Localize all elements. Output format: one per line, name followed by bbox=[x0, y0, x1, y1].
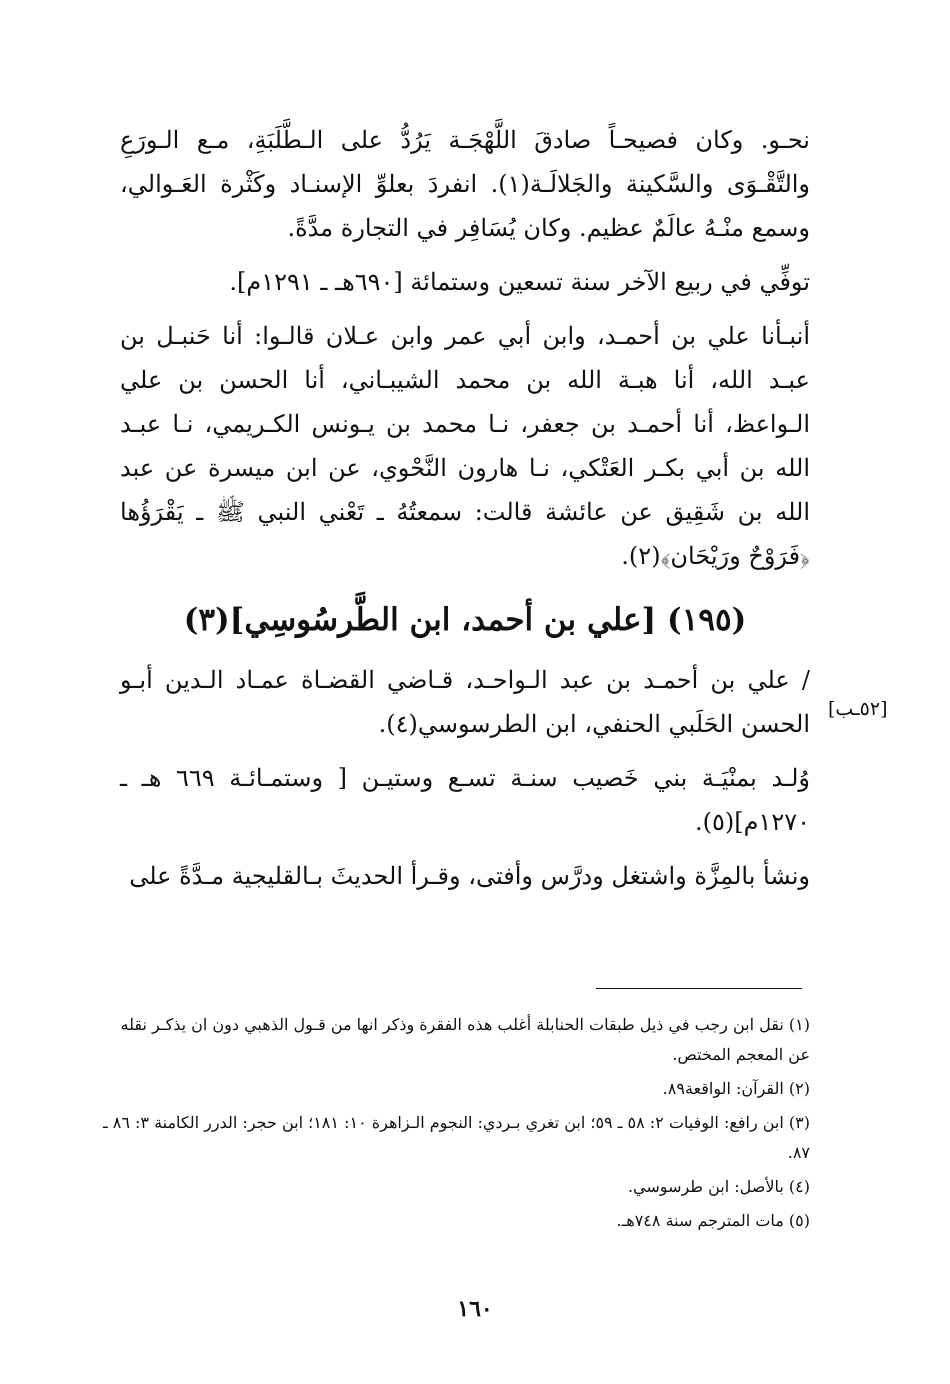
manuscript-folio-marker: [٥٢ـب] bbox=[828, 698, 888, 720]
footnote-2: (٢) القرآن: الواقعة٨٩. bbox=[662, 1079, 810, 1098]
paragraph-death-date: توفِّي في ربيع الآخر سنة تسعين وستمائة [٦٩٠هـ ـ ١٢٩١م]. bbox=[229, 268, 810, 296]
paragraph-entry-study: ونشأ بالمِزَّة واشتغل ودرَّس وأفتى، وقـرأ الحديثَ بـالقليجية مـدَّةً على bbox=[129, 862, 810, 890]
footnote-3: (٣) ابن رافع: الوفيات ٢: ٥٨ ـ ٥٩؛ ابن تغري بـردي: النجوم الـزاهرة ١٠: ١٨١؛ ابن حجر: الدرر الكامنة ٣: ٨٦ ـ ٨٧. bbox=[102, 1113, 810, 1162]
entry-title: (١٩٥) [علي بن أحمد، ابن الطَّرسُوسِي](٣) bbox=[183, 602, 747, 638]
footnote-divider bbox=[596, 988, 802, 989]
footnote-1: (١) نقل ابن رجب في ذيل طبقات الحنابلة أغلب هذه الفقرة وذكر انها من قـول الذهبي دون ان يذكـر نقله عن المعجم المختص. bbox=[120, 1015, 810, 1064]
footnote-5: (٥) مات المترجم سنة ٧٤٨هـ. bbox=[616, 1211, 810, 1230]
footnotes bbox=[100, 1010, 810, 1240]
page-number: ١٦٠ bbox=[457, 1296, 493, 1322]
paragraph-hadith-chain: أنبـأنا علي بن أحمـد، وابن أبي عمر وابن عـلان قالـوا: أنا حَنبـل بن عبـد الله، أنا هبـة الله بن محمد الشيبـاني، أنا الحسن بن علي الـواعظ، أنا أحمـد بن جعفر، نـا محمد بن يـونس الكـريمي، نـا عبـد الله بن أبي بكـر العَتْكي، نـا هارون النَّحْوي، عن ابن ميسرة عن عبد الله بن شَقِيق عن عائشة قالت: سمعتُهُ ـ تَعْني النبي ﷺ ـ يَقْرَؤُها ﴿فَرَوْحٌ ورَيْحَان﴾(٢). bbox=[120, 322, 810, 570]
main-text bbox=[120, 118, 810, 906]
paragraph-entry-birth: وُلـد بمنْيَـة بني خَصيب سنـة تسـع وستيـن [ وستمـائـة ٦٦٩ هـ ـ ١٢٧٠م](٥). bbox=[120, 764, 810, 836]
footnote-4: (٤) بالأصل: ابن طرسوسي. bbox=[627, 1177, 810, 1196]
paragraph-entry-name: / علي بن أحمـد بن عبد الـواحـد، قـاضي القضـاة عمـاد الـدين أبـو الحسن الحَلَبي الحنفي، ابن الطرسوسي(٤). bbox=[120, 666, 810, 738]
paragraph-biography-end: نحـو. وكان فصيحـاً صادقَ اللَّهْجَـة يَرُدُّ على الـطَّلَبَةِ، مـع الـورَعِ والتَّقْـوَى والسَّكينة والجَلالَـة(١). انفردَ بعلوِّ الإسنـاد وكَثْرة العَـوالي، وسمع منْـهُ عالَمٌ عظيم. وكان يُسَافِر في التجارة مدَّةً. bbox=[120, 126, 811, 242]
